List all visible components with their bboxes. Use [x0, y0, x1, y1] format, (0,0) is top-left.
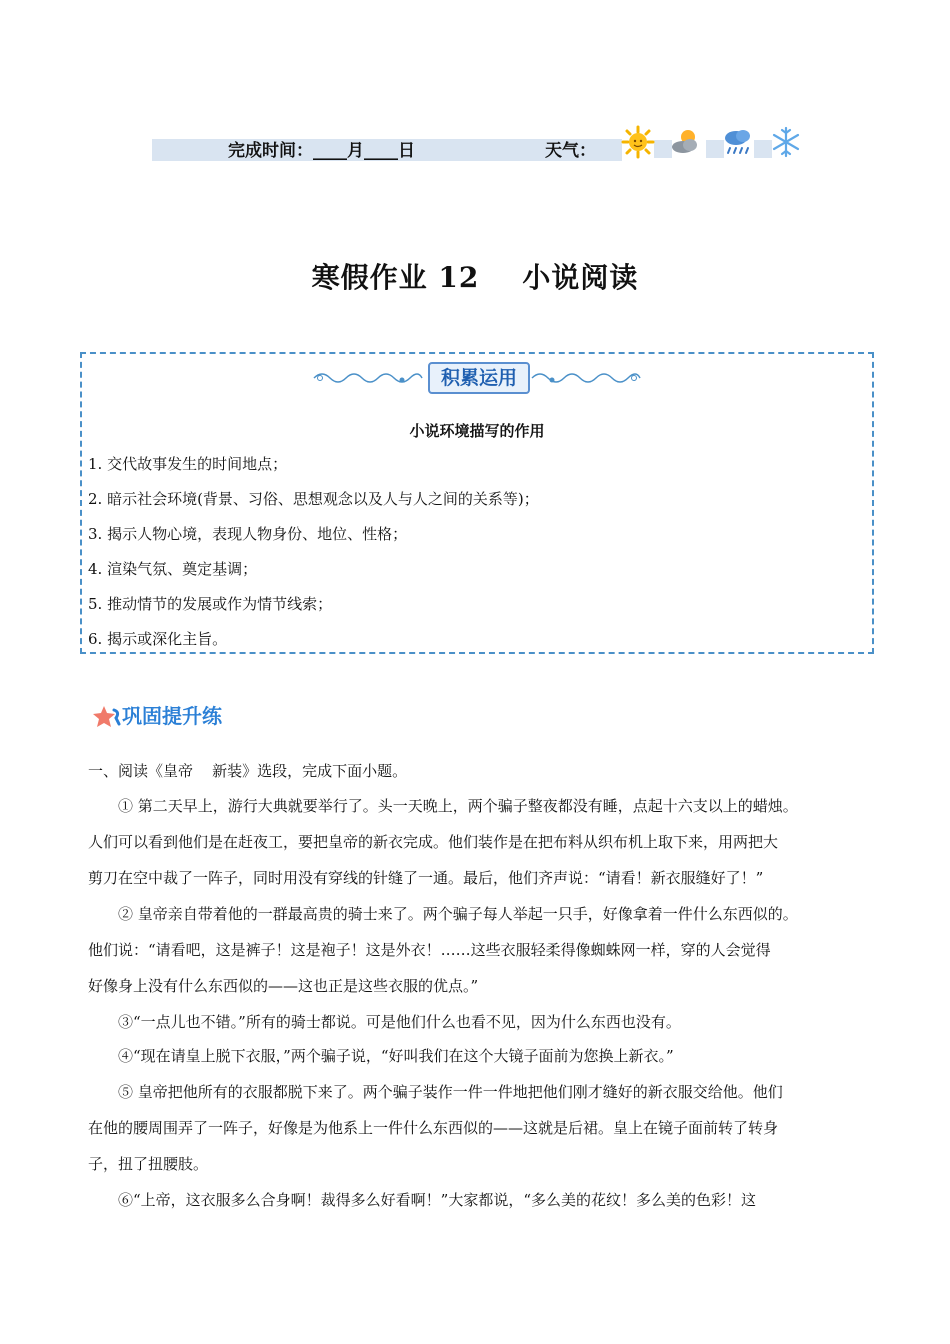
partly-cloudy-icon: [668, 124, 704, 160]
knowledge-item: 2. 暗示社会环境(背景、习俗、思想观念以及人与人之间的关系等)；: [88, 490, 539, 508]
banner-label: 积累运用: [428, 362, 530, 394]
knowledge-item: 1. 交代故事发生的时间地点；: [88, 455, 288, 473]
knowledge-item: 5. 推动情节的发展或作为情节线索；: [88, 595, 333, 613]
passage-line: ⑥“上帝，这衣服多么合身啊！裁得多么好看啊！”大家都说，“多么美的花纹！多么美的色彩！这: [88, 1191, 757, 1209]
snowflake-icon: [768, 124, 804, 160]
passage-line: ① 第二天早上，游行大典就要举行了。头一天晚上，两个骗子整夜都没有睡，点起十六支以上的蜡烛。: [88, 797, 798, 815]
star-icon: [92, 704, 122, 730]
weather-label: 天气：: [545, 141, 596, 161]
knowledge-subtitle: 小说环境描写的作用: [409, 422, 545, 440]
completion-time: 完成时间：____月____日: [228, 141, 415, 161]
page-title: 寒假作业 12 小说阅读: [311, 261, 639, 294]
passage-line: 人们可以看到他们是在赶夜工，要把皇帝的新衣完成。他们装作是在把布料从织布机上取下来，用两把大: [88, 833, 779, 851]
passage-line: 子，扭了扭腰肢。: [88, 1155, 209, 1173]
question-intro: 一、阅读《皇帝 新装》选段，完成下面小题。: [88, 762, 408, 780]
passage-line: 剪刀在空中裁了一阵子，同时用没有穿线的针缝了一通。最后，他们齐声说：“请看！新衣服缝好了！”: [88, 869, 764, 887]
passage-line: ⑤ 皇帝把他所有的衣服都脱下来了。两个骗子装作一件一件地把他们刚才缝好的新衣服交给他。他们: [88, 1083, 783, 1101]
passage-line: ② 皇帝亲自带着他的一群最高贵的骑士来了。两个骗子每人举起一只手，好像拿着一件什么东西似的。: [88, 905, 798, 923]
sun-icon: [620, 124, 656, 160]
knowledge-box: [80, 352, 874, 654]
weather-icons: [620, 124, 800, 164]
knowledge-item: 6. 揭示或深化主旨。: [88, 630, 228, 648]
knowledge-item: 3. 揭示人物心境，表现人物身份、地位、性格；: [88, 525, 408, 543]
passage-line: ③“一点儿也不错。”所有的骑士都说。可是他们什么也看不见，因为什么东西也没有。: [88, 1013, 681, 1031]
rain-icon: [720, 124, 756, 160]
passage-line: ④“现在请皇上脱下衣服，”两个骗子说，“好叫我们在这个大镜子面前为您换上新衣。”: [88, 1047, 674, 1065]
passage-line: 好像身上没有什么东西似的——这也正是这些衣服的优点。”: [88, 977, 479, 995]
wave-decoration-left-icon: [312, 368, 424, 388]
passage-line: 他们说：“请看吧，这是裤子！这是袍子！这是外衣！……这些衣服轻柔得像蜘蛛网一样，穿的人会觉得: [88, 941, 771, 959]
banner: [312, 360, 642, 394]
passage-line: 在他的腰周围弄了一阵子，好像是为他系上一件什么东西似的——这就是后裙。皇上在镜子面前转了转身: [88, 1119, 779, 1137]
wave-decoration-right-icon: [530, 368, 642, 388]
section-title: 巩固提升练: [122, 704, 222, 728]
knowledge-item: 4. 渲染气氛、奠定基调；: [88, 560, 258, 578]
